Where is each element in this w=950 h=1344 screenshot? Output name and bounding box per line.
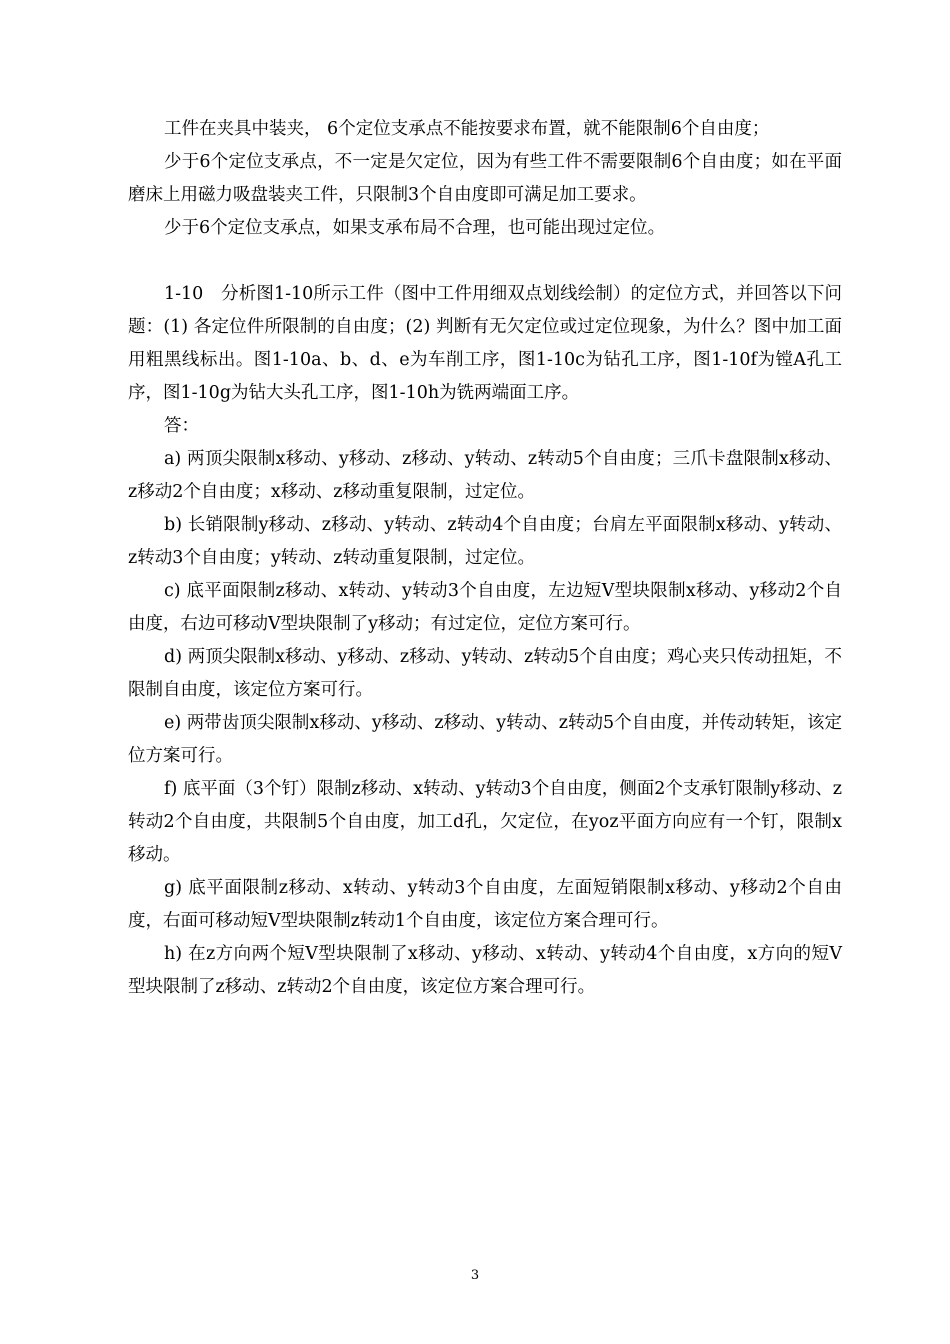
answer-e: e) 两带齿顶尖限制x移动、y移动、z移动、y转动、z转动5个自由度，并传动转矩，该定位方案可行。 [128, 713, 842, 766]
paragraph-underconstraint-note: 少于6个定位支承点，不一定是欠定位，因为有些工件不需要限制6个自由度；如在平面磨床上用磁力吸盘装夹工件，只限制3个自由度即可满足加工要求。 [128, 152, 842, 205]
answer-label: 答： [164, 416, 199, 436]
page-number: 3 [470, 1268, 480, 1283]
answer-b: b) 长销限制y移动、z移动、y转动、z转动4个自由度；台肩左平面限制x移动、y转动、z转动3个自由度；y转动、z转动重复限制，过定位。 [128, 515, 842, 568]
answer-d: d) 两顶尖限制x移动、y移动、z移动、y转动、z转动5个自由度；鸡心夹只传动扭矩，不限制自由度，该定位方案可行。 [128, 647, 842, 700]
paragraph-overconstraint-note: 工件在夹具中装夹， 6个定位支承点不能按要求布置，就不能限制6个自由度； [164, 119, 770, 139]
answer-f: f) 底平面（3个钉）限制z移动、x转动、y转动3个自由度，侧面2个支承钉限制y移动、z转动2个自由度，共限制5个自由度，加工d孔，欠定位，在yoz平面方向应有一个钉，限制x移动。 [128, 779, 842, 865]
document-body [128, 113, 842, 1004]
answer-a: a) 两顶尖限制x移动、y移动、z移动、y转动、z转动5个自由度；三爪卡盘限制x移动、z移动2个自由度；x移动、z移动重复限制，过定位。 [128, 449, 842, 502]
answer-g: g) 底平面限制z移动、x转动、y转动3个自由度，左面短销限制x移动、y移动2个自由度，右面可移动短V型块限制z转动1个自由度，该定位方案合理可行。 [128, 878, 842, 931]
paragraph-gap [128, 245, 842, 278]
answer-h: h) 在z方向两个短V型块限制了x移动、y移动、x转动、y转动4个自由度，x方向的短V型块限制了z移动、z转动2个自由度，该定位方案合理可行。 [128, 944, 842, 997]
answer-c: c) 底平面限制z移动、x转动、y转动3个自由度，左边短V型块限制x移动、y移动2个自由度，右边可移动V型块限制了y移动；有过定位，定位方案可行。 [128, 581, 842, 634]
paragraph-support-layout-note: 少于6个定位支承点，如果支承布局不合理，也可能出现过定位。 [164, 218, 666, 238]
question-1-10: 1-10 分析图1-10所示工件（图中工件用细双点划线绘制）的定位方式，并回答以下问题：(1) 各定位件所限制的自由度；(2) 判断有无欠定位或过定位现象，为什么？图中加工面用粗黑线标出。图1-10a、b、d、e为车削工序，图1-10c为钻孔工序，图1-10f为镗A孔工序，图1-10g为钻大头孔工序，图1-10h为铣两端面工序。 [128, 284, 842, 403]
